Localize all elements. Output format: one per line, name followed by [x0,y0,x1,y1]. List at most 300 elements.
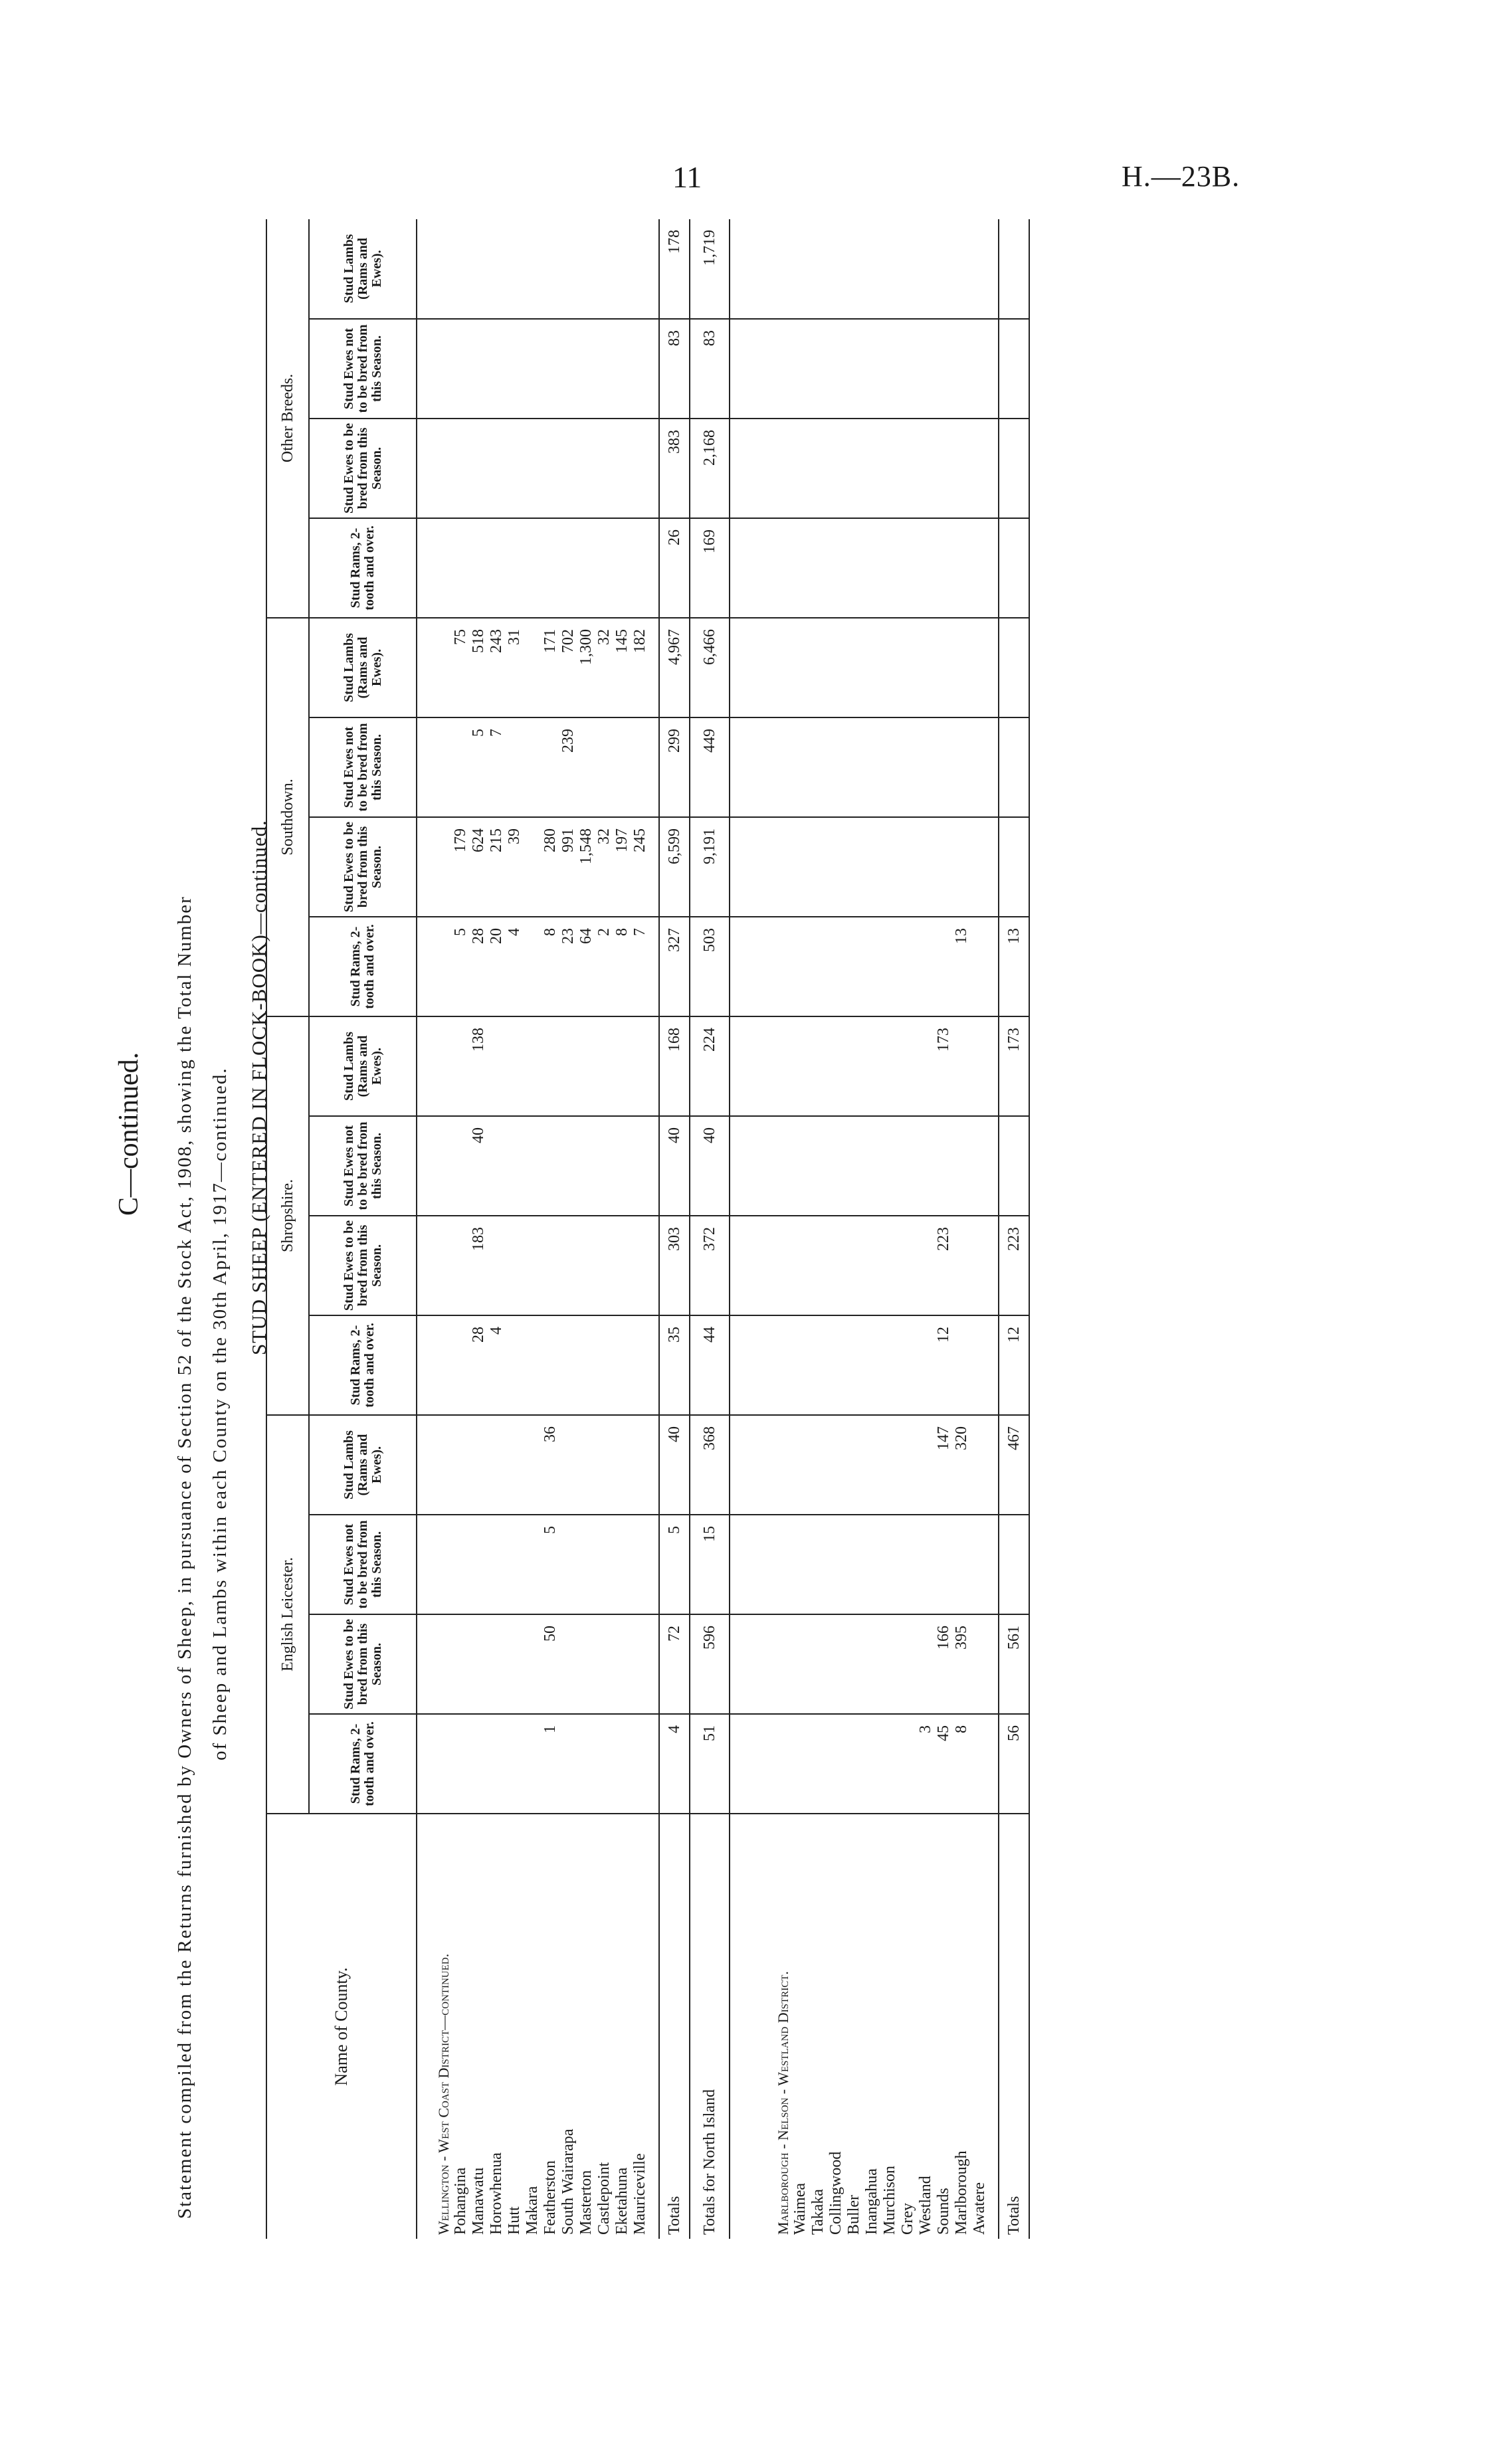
table-cell [595,219,613,319]
table-cell [524,917,542,1016]
table-cell [791,1714,809,1814]
table-cell [881,1315,899,1415]
table-cell [845,419,863,518]
table-cell: 178 [659,219,690,319]
table-cell [827,518,845,618]
county-name: Horowhenua [488,2152,505,2235]
column-header: Stud Lambs (Rams and Ewes). [309,618,417,717]
table-row [452,219,470,2239]
table-cell [971,1714,989,1814]
table-cell [542,1016,559,1116]
table-cell [577,319,595,419]
table-cell [863,1614,881,1714]
table-cell [452,1515,470,1614]
table-cell [809,817,827,917]
table-cell [989,618,999,717]
table-cell [488,518,506,618]
table-cell [917,518,935,618]
table-row [649,219,659,2239]
county-name: Grey [899,2203,916,2235]
column-header: Stud Ewes to be bred from this Season. [309,1216,417,1315]
table-cell [488,219,506,319]
table-cell [881,1116,899,1216]
county-name: Featherston [542,2160,559,2235]
table-cell [595,1315,613,1415]
table-cell: 40 [659,1415,690,1515]
table-cell [989,219,999,319]
table-cell: 383 [659,419,690,518]
table-cell: 280 [542,817,559,917]
table-cell [542,219,559,319]
table-cell [757,1415,791,1515]
table-cell [730,1515,757,1614]
table-cell [899,1714,917,1814]
table-cell: 83 [659,319,690,419]
table-cell [971,219,989,319]
table-cell [452,1016,470,1116]
totals-row [690,219,730,2239]
table-cell: 138 [470,1016,488,1116]
table-cell [595,1515,613,1614]
table-cell [845,1714,863,1814]
table-cell [917,717,935,817]
table-cell [881,1415,899,1515]
column-header: Stud Rams, 2-tooth and over. [309,518,417,618]
table-cell [595,1116,613,1216]
table-cell [506,1315,524,1415]
table-cell [791,1116,809,1216]
table-cell: 197 [613,817,631,917]
table-cell [989,419,999,518]
table-cell: 2 [595,917,613,1016]
table-cell [881,518,899,618]
table-cell [899,1016,917,1116]
column-header: Stud Ewes to be bred from this Season. [309,419,417,518]
table-cell [791,1315,809,1415]
table-row [524,219,542,2239]
table-row [488,219,506,2239]
table-cell: 320 [953,1415,971,1515]
table-cell [613,717,631,817]
table-cell [935,1515,953,1614]
table-cell [881,618,899,717]
table-cell [506,1515,524,1614]
table-cell [577,518,595,618]
table-row [863,219,881,2239]
table-cell [899,1515,917,1614]
table-cell: 518 [470,618,488,717]
table-cell [917,419,935,518]
table-cell [989,1016,999,1116]
table-cell: 179 [452,817,470,917]
table-cell [863,917,881,1016]
column-header: Stud Lambs (Rams and Ewes). [309,219,417,319]
table-cell: 83 [690,319,730,419]
table-row [542,219,559,2239]
table-cell [935,518,953,618]
county-name: Totals [659,1814,690,2239]
table-row [730,219,757,2239]
table-cell [524,1016,542,1116]
caption-line-3: STUD SHEEP (ENTERED IN FLOCK-BOOK)—continued. [247,820,270,1355]
table-cell: 395 [953,1614,971,1714]
county-name: South Wairarapa [559,2129,577,2235]
table-cell: 28 [470,1315,488,1415]
document-reference: H.—23B. [1122,160,1241,193]
table-cell [881,1614,899,1714]
table-cell [417,1216,452,1315]
column-header: Stud Ewes not to be bred from this Season. [309,319,417,419]
table-cell [613,1016,631,1116]
table-cell [845,1016,863,1116]
county-name: Awatere [971,2182,988,2235]
table-cell [827,1714,845,1814]
table-cell [809,917,827,1016]
table-cell [809,518,827,618]
table-cell [999,219,1029,319]
table-cell [730,917,757,1016]
table-cell [791,1016,809,1116]
table-cell [631,1216,649,1315]
table-cell: 6,599 [659,817,690,917]
table-cell [524,518,542,618]
table-cell [827,717,845,817]
county-name: Westland [917,2176,934,2235]
table-row [577,219,595,2239]
table-cell [613,1315,631,1415]
table-cell [542,419,559,518]
table-cell [730,1116,757,1216]
table-cell [595,1016,613,1116]
table-cell [524,1415,542,1515]
table-cell [470,219,488,319]
table-cell [971,319,989,419]
table-cell [524,1515,542,1614]
table-cell [649,717,659,817]
table-cell [863,618,881,717]
table-cell [452,1614,470,1714]
table-cell [917,219,935,319]
table-cell: 368 [690,1415,730,1515]
table-cell [953,618,971,717]
table-cell [791,618,809,717]
county-name: Buller [845,2195,862,2235]
table-cell [999,1515,1029,1614]
table-cell [757,518,791,618]
table-cell [613,1216,631,1315]
county-name: Totals for North Island [690,1814,730,2239]
group-header-shropshire: Shropshire. [266,1016,309,1415]
table-cell [845,917,863,1016]
table-cell [935,219,953,319]
table-cell [524,1216,542,1315]
table-cell [863,1415,881,1515]
table-cell [577,1515,595,1614]
table-cell: 503 [690,917,730,1016]
table-cell: 1,548 [577,817,595,917]
table-cell [845,717,863,817]
table-cell [881,1714,899,1814]
table-cell [613,1116,631,1216]
table-cell [730,1315,757,1415]
table-cell [881,1216,899,1315]
table-cell [999,518,1029,618]
table-cell [524,419,542,518]
table-cell [757,917,791,1016]
district-row [417,219,452,2239]
table-cell: 39 [506,817,524,917]
table-cell: 991 [559,817,577,917]
table-cell [757,1116,791,1216]
table-cell: 3 [917,1714,935,1814]
caption-line-2: of Sheep and Lambs within each County on the 30th April, 1917—continued. [209,1067,231,1760]
table-cell [971,1515,989,1614]
table-cell: 299 [659,717,690,817]
table-row [631,219,649,2239]
table-cell [809,1415,827,1515]
table-cell [989,518,999,618]
table-cell [730,1415,757,1515]
table-cell [559,1016,577,1116]
table-cell [524,1116,542,1216]
table-cell [757,219,791,319]
table-cell [649,1415,659,1515]
table-cell [559,1714,577,1814]
table-cell [917,1315,935,1415]
table-cell: 40 [690,1116,730,1216]
table-cell [791,817,809,917]
table-cell [559,219,577,319]
table-cell [881,917,899,1016]
table-cell [999,419,1029,518]
stud-sheep-table [266,219,1030,2239]
table-cell [452,1315,470,1415]
table-cell [631,419,649,518]
table-cell [506,219,524,319]
table-cell: 223 [999,1216,1029,1315]
table-cell [989,319,999,419]
table-cell [863,717,881,817]
table-cell [917,1216,935,1315]
table-cell: 1,300 [577,618,595,717]
table-cell: 35 [659,1315,690,1415]
table-cell [577,1415,595,1515]
table-cell [935,618,953,717]
table-cell [827,1515,845,1614]
table-cell [989,1614,999,1714]
table-cell [809,1714,827,1814]
county-name [730,1814,757,2239]
table-cell [899,1614,917,1714]
table-cell [757,1515,791,1614]
table-cell [559,319,577,419]
table-cell [730,1714,757,1814]
table-cell [827,817,845,917]
table-cell [577,1614,595,1714]
table-cell [953,1116,971,1216]
table-cell [827,1315,845,1415]
table-cell [649,1614,659,1714]
table-cell [899,1315,917,1415]
table-cell [791,1614,809,1714]
table-cell [506,1415,524,1515]
page-number: 11 [672,160,702,194]
table-cell [417,319,452,419]
table-cell [417,817,452,917]
totals-row [999,219,1029,2239]
table-cell [631,319,649,419]
table-cell [730,1614,757,1714]
table-cell [791,917,809,1016]
table-cell [881,817,899,917]
table-cell [577,1216,595,1315]
table-cell [899,419,917,518]
group-header-southdown: Southdown. [266,618,309,1016]
table-cell [488,419,506,518]
table-cell [791,1216,809,1315]
table-row [899,219,917,2239]
county-name: Masterton [577,2170,595,2235]
table-cell: 449 [690,717,730,817]
table-cell: 64 [577,917,595,1016]
table-cell [953,817,971,917]
table-cell: 7 [631,917,649,1016]
table-cell [595,419,613,518]
table-cell: 13 [999,917,1029,1016]
table-cell [917,817,935,917]
table-cell: 50 [542,1614,559,1714]
table-cell [791,1515,809,1614]
table-cell: 1,719 [690,219,730,319]
table-cell [899,219,917,319]
table-cell [863,1515,881,1614]
name-of-county-header: Name of County. [266,1814,417,2239]
table-cell [827,917,845,1016]
table-cell [417,1714,452,1814]
county-name [649,1814,659,2239]
table-cell [524,618,542,717]
table-cell [595,1714,613,1814]
table-cell: 173 [999,1016,1029,1116]
table-cell [757,1614,791,1714]
table-cell [649,1315,659,1415]
table-row [595,219,613,2239]
table-cell: 23 [559,917,577,1016]
table-cell [953,1315,971,1415]
table-cell [488,1116,506,1216]
table-cell [649,618,659,717]
table-cell [845,518,863,618]
table-cell [999,618,1029,717]
table-cell [971,1315,989,1415]
table-cell: 36 [542,1415,559,1515]
table-cell [989,1415,999,1515]
table-cell [971,1614,989,1714]
table-cell [470,1714,488,1814]
table-cell [881,319,899,419]
table-cell [470,518,488,618]
table-cell: 4,967 [659,618,690,717]
table-cell [881,419,899,518]
table-cell [881,1515,899,1614]
column-header: Stud Rams, 2-tooth and over. [309,917,417,1016]
table-cell [953,319,971,419]
table-cell [631,1315,649,1415]
table-cell: 26 [659,518,690,618]
table-cell [452,1415,470,1515]
table-cell [595,319,613,419]
table-cell [917,1515,935,1614]
table-cell: 28 [470,917,488,1016]
table-cell: 40 [659,1116,690,1216]
table-cell [417,419,452,518]
county-name: Inangahua [863,2168,880,2235]
table-cell [757,1216,791,1315]
table-cell [827,1216,845,1315]
table-cell [649,1116,659,1216]
table-cell [613,219,631,319]
table-cell [881,717,899,817]
table-cell [649,518,659,618]
section-heading: C—continued. [114,1052,144,1216]
table-cell [899,1216,917,1315]
county-name [989,1814,999,2239]
table-cell [917,319,935,419]
table-cell: 8 [613,917,631,1016]
table-cell [971,1216,989,1315]
table-cell [613,1714,631,1814]
table-cell [595,1216,613,1315]
table-cell [613,319,631,419]
table-cell [899,817,917,917]
table-cell [863,518,881,618]
table-cell [845,1515,863,1614]
table-cell [559,1216,577,1315]
table-cell [827,1116,845,1216]
county-name: Marlborough - Nelson - Westland District. [775,1971,791,2235]
table-cell [757,419,791,518]
table-cell [827,1016,845,1116]
table-cell: 224 [690,1016,730,1116]
table-cell [595,1614,613,1714]
table-cell [917,1116,935,1216]
county-name: Totals [999,1814,1029,2239]
table-cell: 702 [559,618,577,717]
table-cell [845,618,863,717]
table-cell [506,1216,524,1315]
table-cell [417,717,452,817]
table-cell [989,817,999,917]
county-name: Wellington - West Coast District—continued. [435,1953,452,2235]
table-cell [452,219,470,319]
table-cell [577,1315,595,1415]
table-row [613,219,631,2239]
county-name: Sounds [935,2188,952,2235]
table-cell [417,618,452,717]
table-cell [971,717,989,817]
table-cell [417,1614,452,1714]
table-cell [730,618,757,717]
table-cell [542,1116,559,1216]
county-name: Hutt [506,2206,523,2235]
table-cell: 145 [613,618,631,717]
table-cell [506,1016,524,1116]
table-cell [757,1714,791,1814]
table-cell [863,1714,881,1814]
table-cell: 596 [690,1614,730,1714]
table-cell [827,219,845,319]
table-cell [935,817,953,917]
